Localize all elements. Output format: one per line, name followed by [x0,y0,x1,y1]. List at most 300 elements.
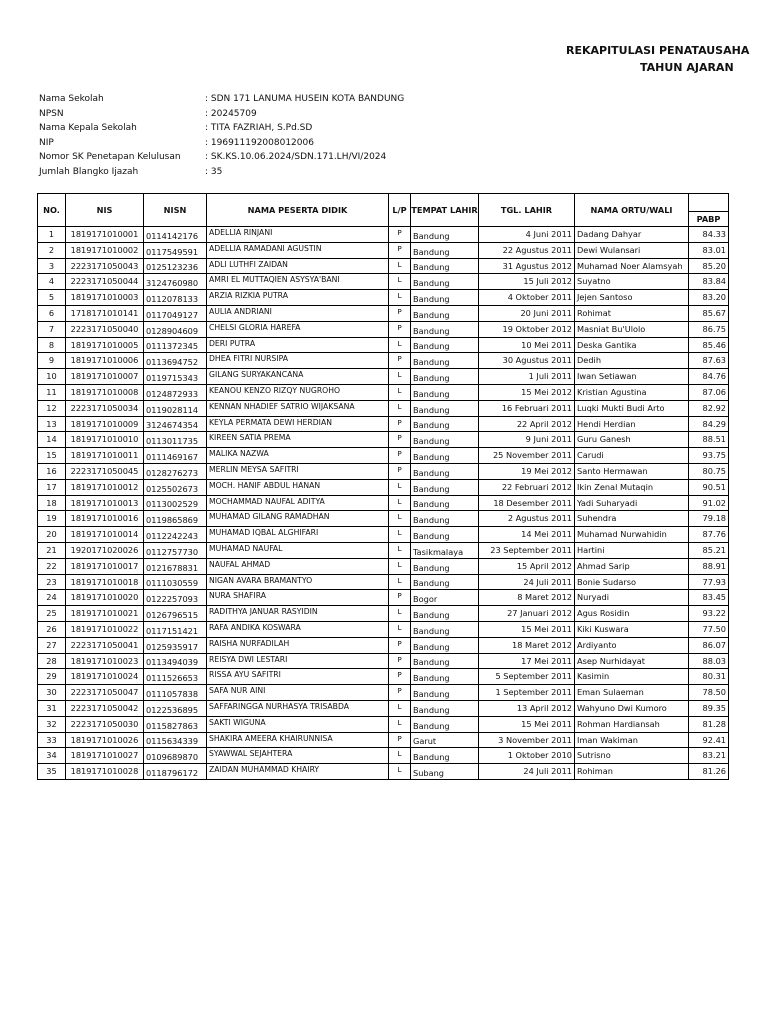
cell-lp: L [389,479,411,495]
cell-no: 20 [38,527,66,543]
cell-nis: 1819171010005 [66,337,144,353]
cell-nama: MUHAMAD IQBAL ALGHIFARI [207,527,389,543]
cell-nama: KIREEN SATIA PREMA [207,432,389,448]
cell-tempat-lahir: Bandung [411,369,479,385]
info-label: Nama Kepala Sekolah [39,123,137,134]
cell-pabp: 93.22 [689,606,729,622]
cell-nis: 1718171010141 [66,305,144,321]
cell-tgl-lahir: 19 Oktober 2012 [479,321,575,337]
header-nama-ortu: NAMA ORTU/WALI [575,194,689,227]
cell-nama: ARZIA RIZKIA PUTRA [207,290,389,306]
cell-tgl-lahir: 15 Mei 2011 [479,716,575,732]
table-row [38,369,729,385]
table-row [38,511,729,527]
cell-tgl-lahir: 24 Juli 2011 [479,574,575,590]
cell-no: 35 [38,764,66,780]
cell-nama: MERLIN MEYSA SAFITRI [207,463,389,479]
cell-lp: L [389,748,411,764]
cell-tempat-lahir: Bandung [411,527,479,543]
cell-no: 1 [38,227,66,243]
cell-nama-ortu: Iman Wakiman [575,732,689,748]
cell-nama-ortu: Suyatno [575,274,689,290]
cell-pabp: 85.67 [689,305,729,321]
cell-tempat-lahir: Bandung [411,669,479,685]
cell-tempat-lahir: Bandung [411,400,479,416]
cell-pabp: 90.51 [689,479,729,495]
cell-pabp: 82.92 [689,400,729,416]
cell-nama-ortu: Kiki Kuswara [575,621,689,637]
cell-lp: P [389,432,411,448]
cell-tgl-lahir: 18 Desember 2011 [479,495,575,511]
cell-pabp: 77.93 [689,574,729,590]
cell-nis: 2223171050045 [66,463,144,479]
cell-tempat-lahir: Bandung [411,416,479,432]
table-row [38,716,729,732]
cell-nama: NAUFAL AHMAD [207,558,389,574]
header-pabp-label: PABP [689,211,728,226]
cell-nis: 2223171050040 [66,321,144,337]
cell-tempat-lahir: Bandung [411,511,479,527]
cell-nisn: 0125123236 [144,258,207,274]
table-row [38,621,729,637]
header-nis: NIS [66,194,144,227]
cell-nisn: 0109689870 [144,748,207,764]
cell-nis: 1819171010001 [66,227,144,243]
cell-nama-ortu: Deska Gantika [575,337,689,353]
cell-tgl-lahir: 23 September 2011 [479,542,575,558]
cell-pabp: 81.28 [689,716,729,732]
cell-nama: KEANOU KENZO RIZQY NUGROHO [207,384,389,400]
cell-nama: KEYLA PERMATA DEWI HERDIAN [207,416,389,432]
cell-pabp: 84.29 [689,416,729,432]
cell-tgl-lahir: 31 Agustus 2012 [479,258,575,274]
cell-no: 7 [38,321,66,337]
cell-no: 6 [38,305,66,321]
cell-no: 32 [38,716,66,732]
cell-lp: P [389,590,411,606]
cell-tempat-lahir: Bandung [411,337,479,353]
header-nisn: NISN [144,194,207,227]
cell-no: 22 [38,558,66,574]
cell-nisn: 0119865869 [144,511,207,527]
cell-lp: P [389,448,411,464]
cell-tgl-lahir: 20 Juni 2011 [479,305,575,321]
cell-nisn: 0119028114 [144,400,207,416]
cell-tempat-lahir: Bandung [411,290,479,306]
cell-no: 11 [38,384,66,400]
cell-nis: 1819171010021 [66,606,144,622]
cell-nama-ortu: Yadi Suharyadi [575,495,689,511]
cell-tempat-lahir: Bandung [411,463,479,479]
table-row [38,305,729,321]
table-row [38,669,729,685]
cell-nama-ortu: Rohiman [575,764,689,780]
report-title: REKAPITULASI PENATAUSAHA [566,44,750,57]
cell-nis: 1819171010018 [66,574,144,590]
cell-tempat-lahir: Garut [411,732,479,748]
cell-nama-ortu: Guru Ganesh [575,432,689,448]
cell-pabp: 79.18 [689,511,729,527]
cell-pabp: 88.03 [689,653,729,669]
cell-tempat-lahir: Bandung [411,606,479,622]
table-row [38,574,729,590]
cell-nisn: 0111030559 [144,574,207,590]
table-row [38,590,729,606]
cell-nis: 1819171010006 [66,353,144,369]
header-tgl-lahir: TGL. LAHIR [479,194,575,227]
cell-no: 17 [38,479,66,495]
cell-nama-ortu: Rohman Hardiansah [575,716,689,732]
cell-pabp: 84.76 [689,369,729,385]
cell-no: 26 [38,621,66,637]
cell-no: 27 [38,637,66,653]
cell-tempat-lahir: Bandung [411,353,479,369]
cell-lp: L [389,527,411,543]
cell-nama-ortu: Luqki Mukti Budi Arto [575,400,689,416]
cell-nis: 2223171050044 [66,274,144,290]
table-row [38,258,729,274]
cell-tgl-lahir: 4 Juni 2011 [479,227,575,243]
cell-nisn: 0118796172 [144,764,207,780]
cell-lp: L [389,542,411,558]
cell-tempat-lahir: Bandung [411,748,479,764]
cell-nama-ortu: Kristian Agustina [575,384,689,400]
cell-nis: 2223171050043 [66,258,144,274]
cell-lp: L [389,274,411,290]
table-row [38,764,729,780]
cell-tgl-lahir: 13 April 2012 [479,700,575,716]
cell-pabp: 89.35 [689,700,729,716]
cell-nis: 2223171050034 [66,400,144,416]
cell-pabp: 88.51 [689,432,729,448]
cell-tempat-lahir: Bandung [411,384,479,400]
cell-nama-ortu: Ikin Zenal Mutaqin [575,479,689,495]
cell-nama: AMRI EL MUTTAQIEN ASYSYA'BANI [207,274,389,290]
cell-lp: P [389,227,411,243]
table-row [38,606,729,622]
cell-nisn: 0112242243 [144,527,207,543]
cell-nama: RAFA ANDIKA KOSWARA [207,621,389,637]
header-lp: L/P [389,194,411,227]
cell-tgl-lahir: 22 Agustus 2011 [479,242,575,258]
cell-tgl-lahir: 1 September 2011 [479,685,575,701]
info-value: : 20245709 [205,108,257,119]
cell-nis: 1819171010024 [66,669,144,685]
cell-pabp: 92.41 [689,732,729,748]
table-row [38,685,729,701]
table-row [38,700,729,716]
cell-nis: 1819171010023 [66,653,144,669]
cell-nisn: 0128904609 [144,321,207,337]
cell-tgl-lahir: 5 September 2011 [479,669,575,685]
info-value: : 35 [205,166,223,177]
cell-nama: ZAIDAN MUHAMMAD KHAIRY [207,764,389,780]
cell-tgl-lahir: 1 Oktober 2010 [479,748,575,764]
info-label: Nama Sekolah [39,94,104,104]
table-row [38,353,729,369]
cell-pabp: 83.45 [689,590,729,606]
cell-pabp: 87.76 [689,527,729,543]
info-value: : SDN 171 LANUMA HUSEIN KOTA BANDUNG [205,94,405,104]
cell-pabp: 93.75 [689,448,729,464]
cell-nis: 2223171050047 [66,685,144,701]
cell-tgl-lahir: 15 April 2012 [479,558,575,574]
cell-no: 13 [38,416,66,432]
cell-nis: 1819171010013 [66,495,144,511]
table-row [38,463,729,479]
cell-no: 14 [38,432,66,448]
table-row [38,227,729,243]
cell-nama-ortu: Rohimat [575,305,689,321]
table-row [38,448,729,464]
cell-nisn: 0115827863 [144,716,207,732]
cell-tempat-lahir: Bandung [411,637,479,653]
cell-pabp: 85.21 [689,542,729,558]
cell-tgl-lahir: 8 Maret 2012 [479,590,575,606]
cell-nama: GILANG SURYAKANCANA [207,369,389,385]
cell-nis: 1920171020026 [66,542,144,558]
cell-tgl-lahir: 25 November 2011 [479,448,575,464]
cell-tgl-lahir: 17 Mei 2011 [479,653,575,669]
cell-nama-ortu: Carudi [575,448,689,464]
cell-nisn: 0115634339 [144,732,207,748]
cell-nisn: 0113011735 [144,432,207,448]
info-value: : TITA FAZRIAH, S.Pd.SD [205,123,313,134]
cell-nis: 1819171010020 [66,590,144,606]
cell-lp: L [389,574,411,590]
cell-pabp: 83.21 [689,748,729,764]
info-label: Nomor SK Penetapan Kelulusan [39,152,181,163]
cell-tgl-lahir: 16 Februari 2011 [479,400,575,416]
cell-pabp: 80.31 [689,669,729,685]
cell-nama: MUHAMAD NAUFAL [207,542,389,558]
cell-lp: P [389,732,411,748]
cell-no: 8 [38,337,66,353]
cell-no: 33 [38,732,66,748]
cell-tgl-lahir: 10 Mei 2011 [479,337,575,353]
cell-nama: SAFFARINGGA NURHASYA TRISABDA [207,700,389,716]
cell-pabp: 91.02 [689,495,729,511]
cell-nis: 1819171010022 [66,621,144,637]
cell-no: 12 [38,400,66,416]
info-label: NPSN [39,108,64,119]
cell-nama: RAISHA NURFADILAH [207,637,389,653]
cell-nisn: 0113494039 [144,653,207,669]
cell-nama: MALIKA NAZWA [207,448,389,464]
cell-nama-ortu: Muhamad Noer Alamsyah [575,258,689,274]
cell-no: 3 [38,258,66,274]
cell-tgl-lahir: 18 Maret 2012 [479,637,575,653]
cell-nis: 1819171010003 [66,290,144,306]
cell-nisn: 0111526653 [144,669,207,685]
cell-tgl-lahir: 15 Mei 2012 [479,384,575,400]
cell-nama: SHAKIRA AMEERA KHAIRUNNISA [207,732,389,748]
cell-nama: ADELLIA RINJANI [207,227,389,243]
cell-nama-ortu: Wahyuno Dwi Kumoro [575,700,689,716]
cell-nama-ortu: Dadang Dahyar [575,227,689,243]
cell-nama-ortu: Muhamad Nurwahidin [575,527,689,543]
cell-nama: CHELSI GLORIA HAREFA [207,321,389,337]
cell-pabp: 78.50 [689,685,729,701]
cell-nama-ortu: Iwan Setiawan [575,369,689,385]
cell-pabp: 81.26 [689,764,729,780]
cell-no: 28 [38,653,66,669]
cell-nisn: 0117549591 [144,242,207,258]
cell-nama-ortu: Nuryadi [575,590,689,606]
cell-nis: 1819171010011 [66,448,144,464]
cell-nama-ortu: Ahmad Sarip [575,558,689,574]
cell-nama: ADLI LUTHFI ZAIDAN [207,258,389,274]
cell-lp: P [389,463,411,479]
cell-nis: 1819171010008 [66,384,144,400]
cell-nisn: 0122536895 [144,700,207,716]
cell-tgl-lahir: 9 Juni 2011 [479,432,575,448]
cell-no: 24 [38,590,66,606]
cell-nama: KENNAN NHADIEF SATRIO WIJAKSANA [207,400,389,416]
cell-pabp: 87.06 [689,384,729,400]
cell-nisn: 0121678831 [144,558,207,574]
cell-lp: P [389,242,411,258]
cell-nama-ortu: Suhendra [575,511,689,527]
cell-tgl-lahir: 19 Mei 2012 [479,463,575,479]
cell-tempat-lahir: Bandung [411,685,479,701]
cell-tempat-lahir: Bandung [411,716,479,732]
cell-nama-ortu: Santo Hermawan [575,463,689,479]
cell-pabp: 85.20 [689,258,729,274]
cell-lp: P [389,653,411,669]
table-row [38,416,729,432]
cell-nama-ortu: Dedih [575,353,689,369]
cell-nisn: 0128276273 [144,463,207,479]
cell-nama: DHEA FITRI NURSIPA [207,353,389,369]
cell-tgl-lahir: 27 Januari 2012 [479,606,575,622]
info-label: Jumlah Blangko Ijazah [39,166,139,177]
table-row [38,384,729,400]
cell-pabp: 85.46 [689,337,729,353]
cell-nis: 2223171050042 [66,700,144,716]
cell-pabp: 86.07 [689,637,729,653]
cell-nisn: 0126796515 [144,606,207,622]
cell-pabp: 83.84 [689,274,729,290]
cell-lp: L [389,621,411,637]
cell-no: 29 [38,669,66,685]
cell-tempat-lahir: Bandung [411,653,479,669]
cell-no: 31 [38,700,66,716]
cell-nisn: 0113002529 [144,495,207,511]
table-row [38,274,729,290]
cell-no: 9 [38,353,66,369]
cell-tgl-lahir: 22 Februari 2012 [479,479,575,495]
cell-lp: L [389,606,411,622]
cell-pabp: 84.33 [689,227,729,243]
cell-no: 16 [38,463,66,479]
cell-nisn: 0111057838 [144,685,207,701]
cell-nisn: 0112757730 [144,542,207,558]
cell-pabp: 77.50 [689,621,729,637]
cell-tempat-lahir: Bandung [411,227,479,243]
cell-no: 21 [38,542,66,558]
cell-pabp: 83.20 [689,290,729,306]
cell-lp: L [389,400,411,416]
cell-pabp: 83.01 [689,242,729,258]
cell-nisn: 0117151421 [144,621,207,637]
cell-nama: NURA SHAFIRA [207,590,389,606]
cell-tempat-lahir: Subang [411,764,479,780]
cell-nis: 1819171010017 [66,558,144,574]
cell-tgl-lahir: 24 Juli 2011 [479,764,575,780]
cell-tempat-lahir: Bandung [411,558,479,574]
cell-tempat-lahir: Tasikmalaya [411,542,479,558]
table-row [38,400,729,416]
cell-nisn: 0111372345 [144,337,207,353]
header-tempat-lahir: TEMPAT LAHIR [411,194,479,227]
cell-tempat-lahir: Bandung [411,448,479,464]
cell-nama-ortu: Bonie Sudarso [575,574,689,590]
table-row [38,527,729,543]
cell-lp: P [389,416,411,432]
report-subtitle: TAHUN AJARAN [640,61,734,74]
table-body [38,227,729,780]
cell-tempat-lahir: Bandung [411,274,479,290]
table-row [38,732,729,748]
table-row [38,558,729,574]
cell-nis: 1819171010028 [66,764,144,780]
cell-lp: L [389,384,411,400]
cell-tgl-lahir: 3 November 2011 [479,732,575,748]
cell-no: 30 [38,685,66,701]
cell-nama: AULIA ANDRIANI [207,305,389,321]
cell-lp: L [389,258,411,274]
cell-no: 25 [38,606,66,622]
cell-tempat-lahir: Bogor [411,590,479,606]
cell-no: 19 [38,511,66,527]
cell-nis: 1819171010014 [66,527,144,543]
cell-pabp: 88.91 [689,558,729,574]
cell-tempat-lahir: Bandung [411,242,479,258]
cell-nis: 2223171050041 [66,637,144,653]
cell-lp: L [389,495,411,511]
cell-nama-ortu: Jejen Santoso [575,290,689,306]
cell-tgl-lahir: 30 Agustus 2011 [479,353,575,369]
cell-nama-ortu: Eman Sulaeman [575,685,689,701]
cell-pabp: 87.63 [689,353,729,369]
cell-tgl-lahir: 15 Juli 2012 [479,274,575,290]
cell-tempat-lahir: Bandung [411,700,479,716]
cell-tgl-lahir: 22 April 2012 [479,416,575,432]
cell-tgl-lahir: 15 Mei 2011 [479,621,575,637]
cell-nis: 2223171050030 [66,716,144,732]
cell-lp: P [389,353,411,369]
cell-nisn: 0124872933 [144,384,207,400]
cell-lp: P [389,685,411,701]
cell-lp: L [389,716,411,732]
cell-nama: ADELLIA RAMADANI AGUSTIN [207,242,389,258]
cell-lp: P [389,637,411,653]
table-row [38,432,729,448]
cell-pabp: 80.75 [689,463,729,479]
cell-nis: 1819171010010 [66,432,144,448]
cell-lp: L [389,290,411,306]
cell-tgl-lahir: 2 Agustus 2011 [479,511,575,527]
cell-nis: 1819171010009 [66,416,144,432]
cell-nama-ortu: Masniat Bu'Ulolo [575,321,689,337]
cell-tempat-lahir: Bandung [411,495,479,511]
cell-no: 18 [38,495,66,511]
cell-nisn: 3124760980 [144,274,207,290]
cell-no: 5 [38,290,66,306]
table-row [38,653,729,669]
info-value: : SK.KS.10.06.2024/SDN.171.LH/VI/2024 [205,152,387,163]
